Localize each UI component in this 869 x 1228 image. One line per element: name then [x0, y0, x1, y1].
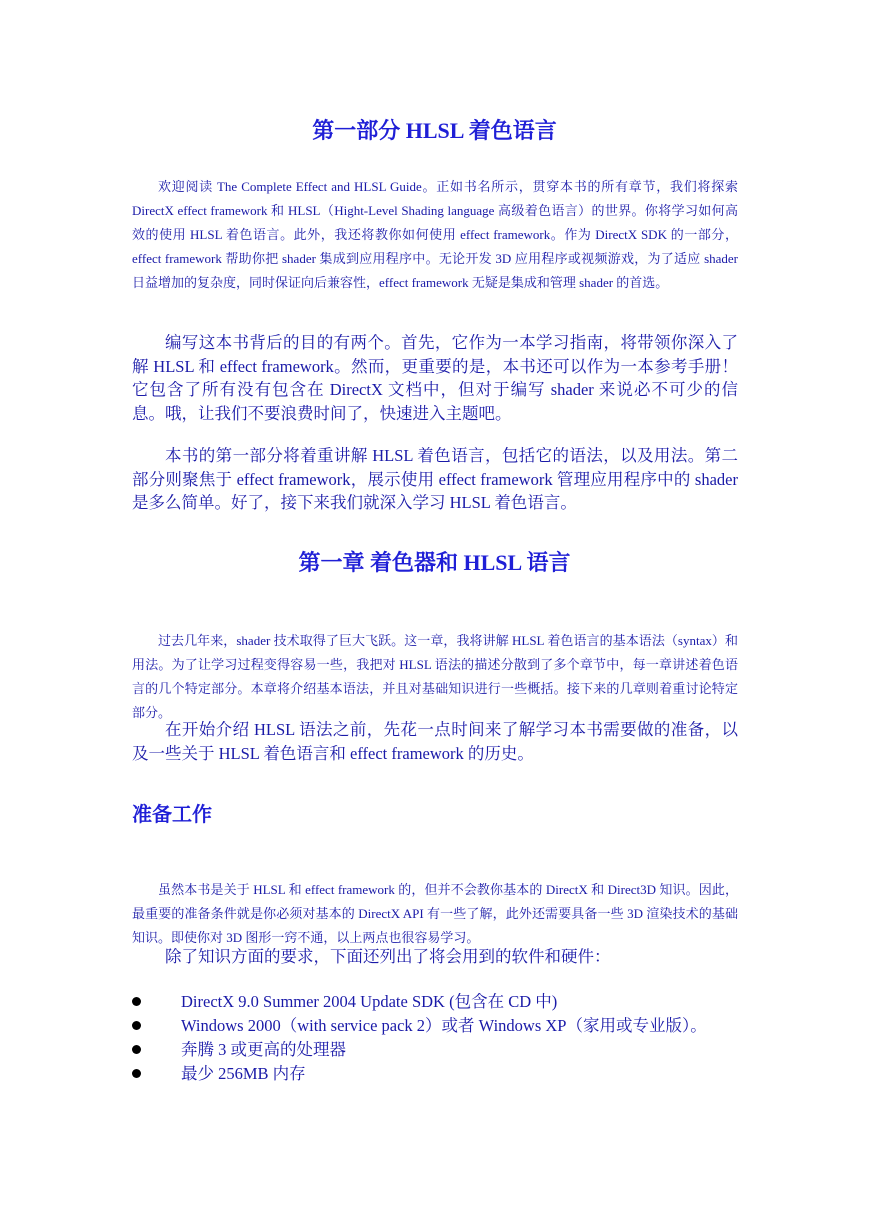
list-item-text: DirectX 9.0 Summer 2004 Update SDK (包含在 CD 中)	[181, 992, 558, 1011]
list-item-text: 奔腾 3 或更高的处理器	[181, 1040, 346, 1059]
intro-paragraph-1: 欢迎阅读 The Complete Effect and HLSL Guide。正如书名所示，贯穿本书的所有章节，我们将探索 DirectX effect framework 和 HLSL（Hight-Level Shading language 高级着色语言）的世界。你将学习如何高效的使用 HLSL 着色语言。此外，我还将教你如何使用 effect framework。作为 DirectX SDK 的一部分，effect framework 帮助你把 shader 集成到应用程序中。无论开发 3D 应用程序或视频游戏，为了适应 shader 日益增加的复杂度，同时保证向后兼容性，effect framework 无疑是集成和管理 shader 的首选。	[132, 179, 738, 290]
list-item	[132, 1038, 752, 1062]
list-item-text: 最少 256MB 内存	[181, 1064, 306, 1083]
chapter-paragraph-2: 在开始介绍 HLSL 语法之前，先花一点时间来了解学习本书需要做的准备，以及一些关于 HLSL 着色语言和 effect framework 的历史。	[132, 720, 738, 763]
bullet-icon	[132, 1069, 141, 1078]
bullet-icon	[132, 997, 141, 1006]
list-item	[132, 1014, 752, 1038]
part-title: 第一部分 HLSL 着色语言	[312, 118, 557, 143]
requirements-list	[132, 990, 752, 1086]
chapter-paragraph-1: 过去几年来，shader 技术取得了巨大飞跃。这一章，我将讲解 HLSL 着色语言的基本语法（syntax）和用法。为了让学习过程变得容易一些，我把对 HLSL 语法的描述分散到了多个章节中，每一章讲述着色语言的几个特定部分。本章将介绍基本语法，并且对基础知识进行一些概括。接下来的几章则着重讨论特定部分。	[132, 633, 738, 720]
list-item	[132, 1062, 752, 1086]
list-item-text: Windows 2000（with service pack 2）或者 Windows XP（家用或专业版）。	[181, 1016, 707, 1035]
prep-paragraph-2: 除了知识方面的要求，下面还列出了将会用到的软件和硬件：	[165, 947, 611, 966]
intro-paragraph-2: 编写这本书背后的目的有两个。首先，它作为一本学习指南，将带领你深入了解 HLSL 和 effect framework。然而，更重要的是，本书还可以作为一本参考手册！它包含了所有没有包含在 DirectX 文档中，但对于编写 shader 来说必不可少的信息。哦，让我们不要浪费时间了，快速进入主题吧。	[132, 333, 738, 423]
bullet-icon	[132, 1021, 141, 1030]
prep-paragraph-1: 虽然本书是关于 HLSL 和 effect framework 的，但并不会教你基本的 DirectX 和 Direct3D 知识。因此，最重要的准备条件就是你必须对基本的 DirectX API 有一些了解，此外还需要具备一些 3D 渲染技术的基础知识。即使你对 3D 图形一窍不通，以上两点也很容易学习。	[132, 882, 738, 945]
list-item	[132, 990, 752, 1014]
section-heading: 准备工作	[132, 804, 212, 826]
intro-paragraph-3: 本书的第一部分将着重讲解 HLSL 着色语言，包括它的语法，以及用法。第二部分则聚焦于 effect framework，展示使用 effect framework 管理应用程序中的 shader 是多么简单。好了，接下来我们就深入学习 HLSL 着色语言。	[132, 446, 738, 512]
chapter-title: 第一章 着色器和 HLSL 语言	[298, 550, 571, 575]
bullet-icon	[132, 1045, 141, 1054]
